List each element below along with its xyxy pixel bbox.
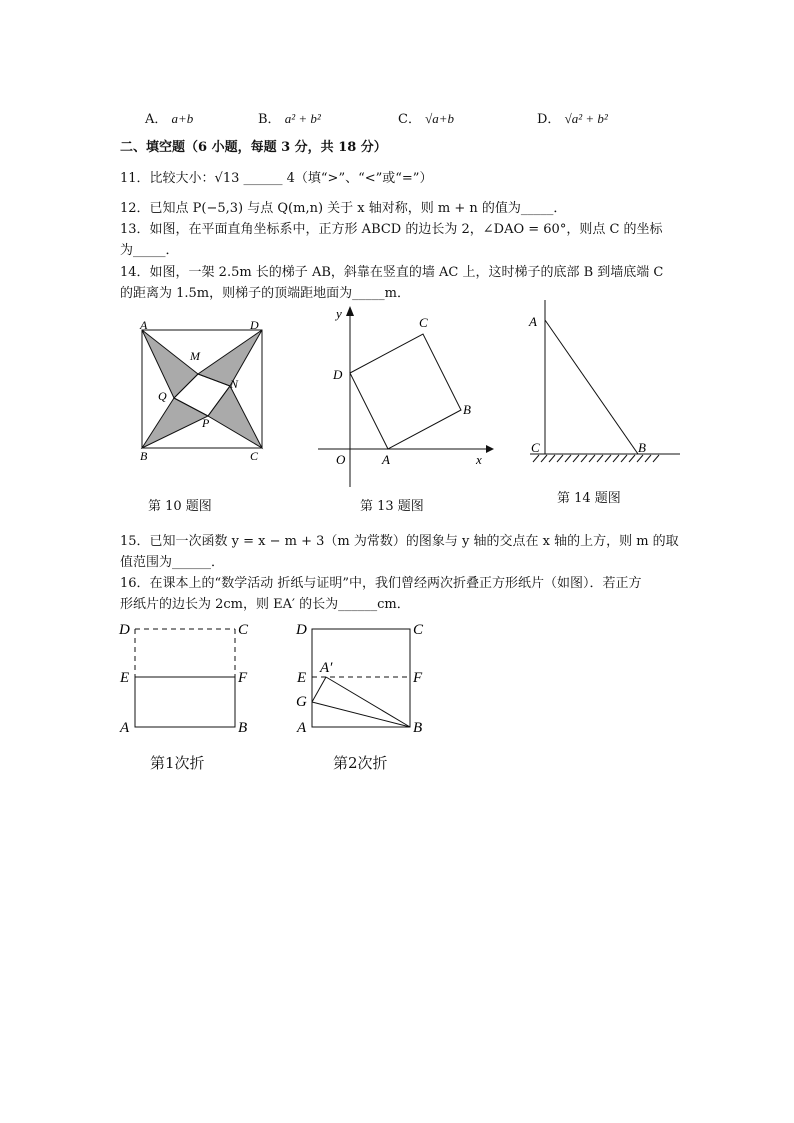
question-15-line2: 值范围为______． [120,555,225,570]
fig14-label-b: B [638,440,646,455]
option-c [398,108,454,127]
fold1-label-b: B [238,720,248,736]
fold2-label-f: F [413,670,423,686]
fig13-label-a: A [382,452,390,467]
option-d [537,108,608,127]
fold1-label-a: A [120,720,130,736]
question-14-line1: 14．如图，一架 2.5m 长的梯子 AB，斜靠在竖直的墙 AC 上，这时梯子的底部 B 到墙底端 C [120,265,664,280]
fold1-label-e: E [120,670,130,686]
fold2-label-e: E [297,670,307,686]
fig10-label-n: N [230,377,239,391]
figure-13-caption: 第 13 题图 [360,499,424,514]
figure-14-caption: 第 14 题图 [557,491,621,506]
fig10-label-c: C [250,449,259,463]
figure-13-diagram [318,302,498,487]
option-b-expr: a² + b² [284,111,321,126]
option-a [145,108,193,127]
fold-1-caption: 第1次折 [150,754,205,772]
fig10-label-d: D [250,318,259,332]
question-14-line2: 的距离为 1.5m，则梯子的顶端距地面为_____m． [120,286,410,301]
question-11: 11．比较大小：√13 ______ 4（填“>”、“<”或“=”） [120,171,433,186]
fig13-label-b: B [463,402,471,417]
fold2-label-a-prime: A′ [320,660,333,676]
fig13-label-d: D [333,367,343,382]
fold2-label-d: D [296,622,307,638]
option-a-label: A． [145,112,168,127]
question-12: 12．已知点 P(−5,3) 与点 Q(m,n) 关于 x 轴对称，则 m + n 的值为_____． [120,201,567,216]
figure-14-diagram [525,298,685,468]
fig10-label-p: P [202,416,210,430]
fold-2-caption: 第2次折 [333,754,388,772]
fig14-label-c: C [531,440,540,455]
option-b-label: B． [258,112,281,127]
fig13-label-o: O [336,452,346,467]
option-d-expr: √a² + b² [564,111,608,126]
option-c-label: C． [398,112,421,127]
question-13-line1: 13．如图，在平面直角坐标系中，正方形 ABCD 的边长为 2，∠DAO = 60°，则点 C 的坐标 [120,222,663,237]
fig10-label-q: Q [158,389,167,403]
option-d-label: D． [537,112,561,127]
fig10-label-m: M [190,349,200,363]
option-b [258,108,321,127]
question-16-line1: 16．在课本上的“数学活动 折纸与证明”中，我们曾经两次折叠正方形纸片（如图）．若正方 [120,576,642,591]
fold2-label-g: G [296,694,307,710]
fold1-label-d: D [119,622,130,638]
fig14-label-a: A [529,314,537,329]
fold2-label-a: A [297,720,307,736]
fig10-label-a: A [140,318,148,332]
question-16-line2: 形纸片的边长为 2cm，则 EA′ 的长为______cm． [120,597,410,612]
fold1-label-c: C [238,622,249,638]
option-c-expr: √a+b [425,111,455,126]
question-13-line2: 为_____． [120,243,179,258]
option-a-expr: a+b [171,111,194,126]
fig13-label-y: y [336,306,342,321]
fig13-label-x: x [476,452,482,467]
fold1-label-f: F [238,670,248,686]
fold2-label-b: B [413,720,423,736]
fig10-label-b: B [140,449,148,463]
section2-heading: 二、填空题（6 小题，每题 3 分，共 18 分） [120,140,387,155]
question-15-line1: 15．已知一次函数 y = x − m + 3（m 为常数）的图象与 y 轴的交点在 x 轴的上方，则 m 的取 [120,534,679,549]
fold-2-diagram [292,617,432,737]
figure-10-diagram [130,312,280,472]
fold-1-diagram [115,617,255,737]
fig13-label-c: C [419,315,428,330]
figure-10-caption: 第 10 题图 [148,499,212,514]
fold2-label-c: C [413,622,424,638]
